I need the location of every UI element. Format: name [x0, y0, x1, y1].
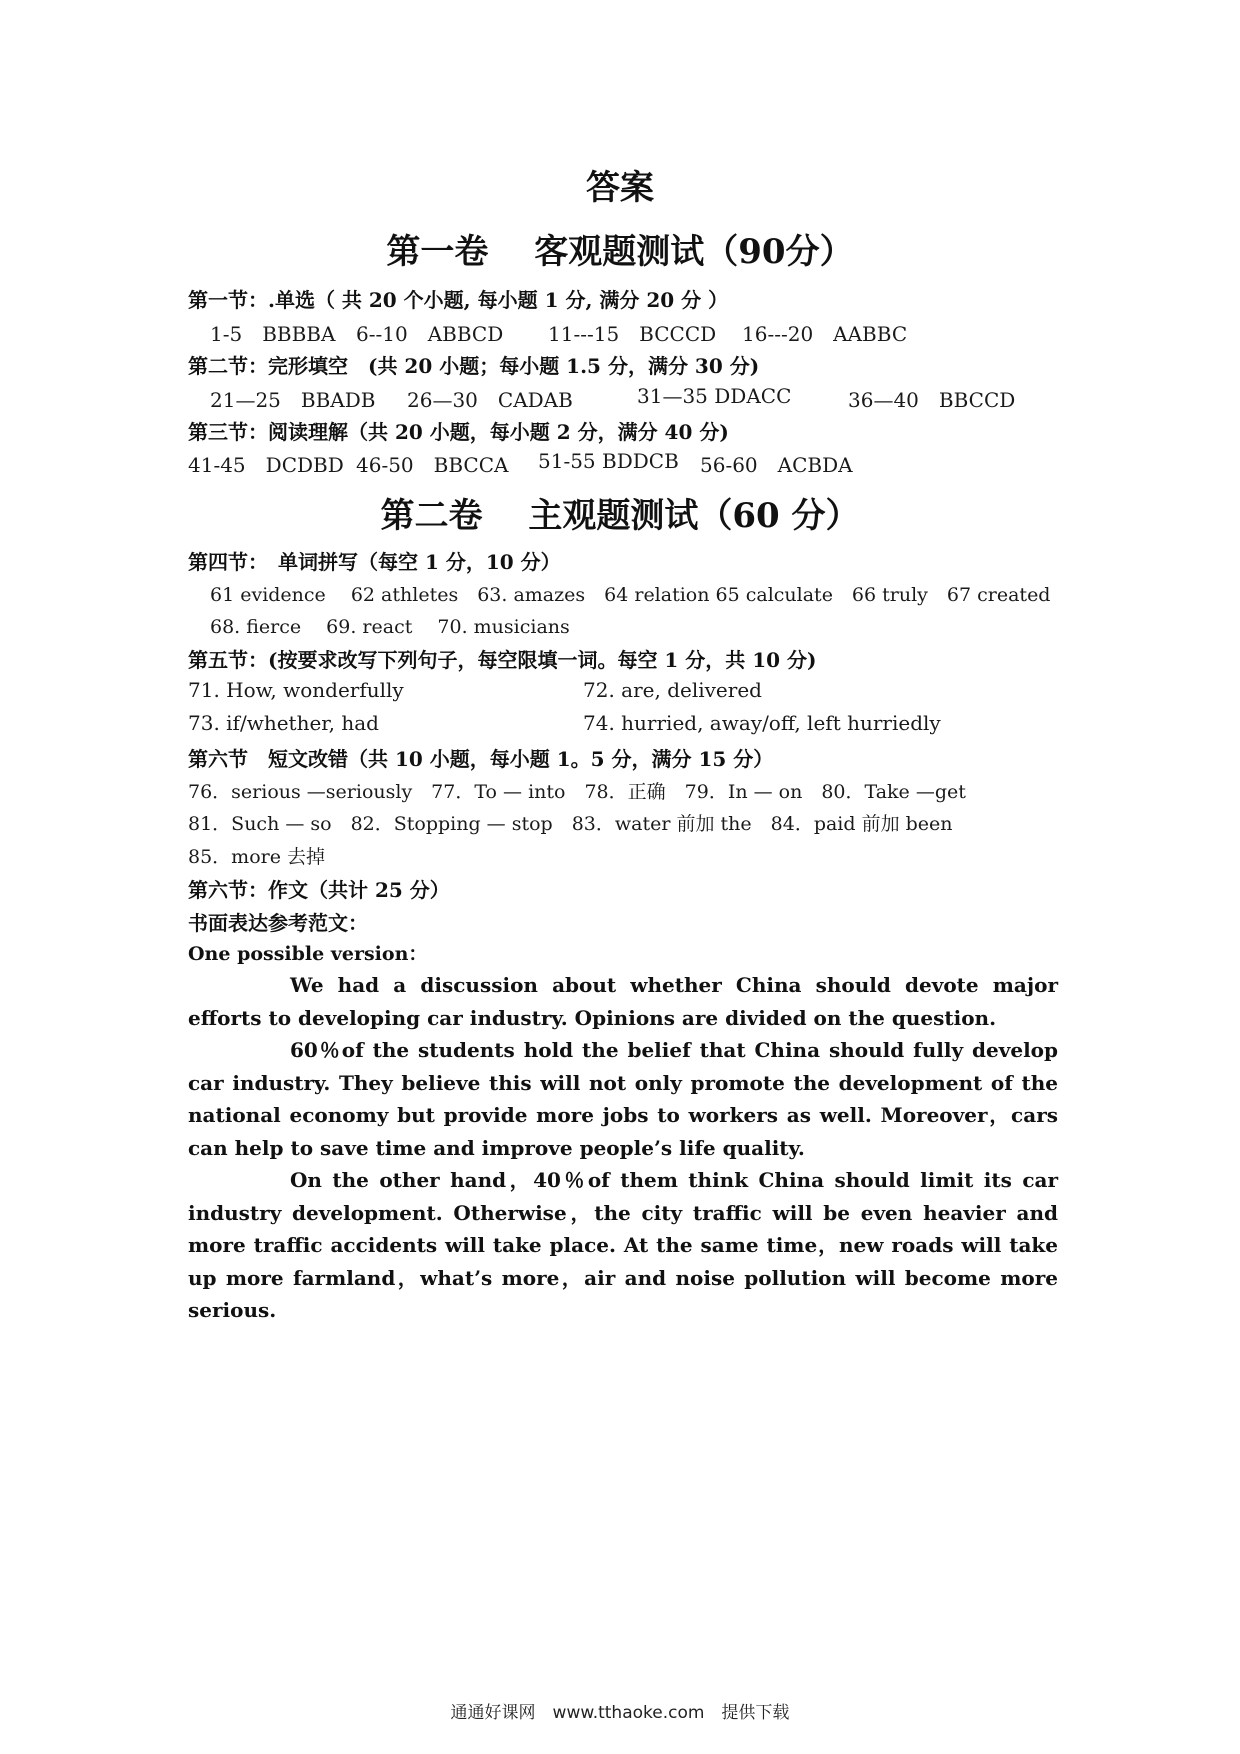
- answer-group: 46-50 BBCCA: [356, 453, 509, 477]
- answer-line: 68. fierce 69. react 70. musicians: [210, 616, 570, 638]
- answer-line: 81．Such — so 82．Stopping — stop 83．water 前加 the 84．paid 前加 been: [188, 813, 953, 835]
- answer-group: 16---20 AABBC: [742, 322, 908, 346]
- answer-group: 51-55 BDDCB: [538, 449, 679, 473]
- answer-item: 73. if/whether, had: [188, 711, 379, 735]
- essay-paragraph: On the other hand，40％of them think China should limit its car industry development. Otherwise，the city traffic will be even heavier and more traffic accidents will take place. At the same time，new roads will take up more farmland，what’s more，air and noise pollution will become more serious.: [188, 1168, 1058, 1322]
- footer-source: 通通好课网 www.tthaoke.com 提供下载: [450, 1703, 790, 1723]
- answer-item: 74. hurried, away/off, left hurriedly: [583, 711, 941, 735]
- answer-group: 31—35 DDACC: [637, 384, 792, 408]
- essay-version-label: One possible version：: [188, 943, 428, 965]
- section-1-heading: 第一节：.单选（ 共 20 个小题, 每小题 1 分, 满分 20 分 ）: [188, 288, 729, 312]
- page-title: 答案: [586, 168, 654, 208]
- essay-paragraph: We had a discussion about whether China should devote major efforts to developing car industry. Opinions are divided on the question.: [188, 973, 1058, 1030]
- volume-2-title: 第二卷 主观题测试（60 分）: [380, 496, 860, 536]
- answer-group: 21—25 BBADB: [210, 388, 376, 412]
- section-2-heading: 第二节：完形填空 (共 20 小题；每小题 1.5 分，满分 30 分): [188, 354, 760, 378]
- answer-item: 72. are, delivered: [583, 678, 762, 702]
- answer-group: 1-5 BBBBA: [210, 322, 336, 346]
- essay-paragraph: 60％of the students hold the belief that China should fully develop car industry. They believe this will not only promote the development of the national economy but provide more jobs to workers as well. Moreover，cars can help to save time and improve people’s life quality.: [188, 1038, 1058, 1160]
- essay-subheading: 书面表达参考范文：: [188, 911, 368, 935]
- answer-group: 36—40 BBCCD: [848, 388, 1016, 412]
- answer-line: 85．more 去掉: [188, 846, 325, 868]
- answer-line: 76．serious —seriously 77．To — into 78．正确 79．In — on 80．Take —get: [188, 781, 966, 803]
- answer-line: 61 evidence 62 athletes 63. amazes 64 relation 65 calculate 66 truly 67 created: [210, 584, 1051, 606]
- volume-1-title: 第一卷 客观题测试（90分）: [386, 232, 854, 272]
- answer-group: 26—30 CADAB: [407, 388, 573, 412]
- answer-group: 11---15 BCCCD: [548, 322, 717, 346]
- answer-group: 6--10 ABBCD: [356, 322, 504, 346]
- section-5-heading: 第五节：(按要求改写下列句子，每空限填一词。每空 1 分，共 10 分): [188, 648, 817, 672]
- section-4-heading: 第四节： 单词拼写（每空 1 分，10 分）: [188, 550, 561, 574]
- answer-group: 41-45 DCDBD: [188, 453, 344, 477]
- answer-group: 56-60 ACBDA: [700, 453, 853, 477]
- section-essay-heading: 第六节：作文（共计 25 分）: [188, 878, 450, 902]
- section-6-heading: 第六节 短文改错（共 10 小题，每小题 1。5 分，满分 15 分）: [188, 747, 774, 771]
- section-3-heading: 第三节：阅读理解（共 20 小题，每小题 2 分，满分 40 分): [188, 420, 729, 444]
- answer-item: 71. How, wonderfully: [188, 678, 404, 702]
